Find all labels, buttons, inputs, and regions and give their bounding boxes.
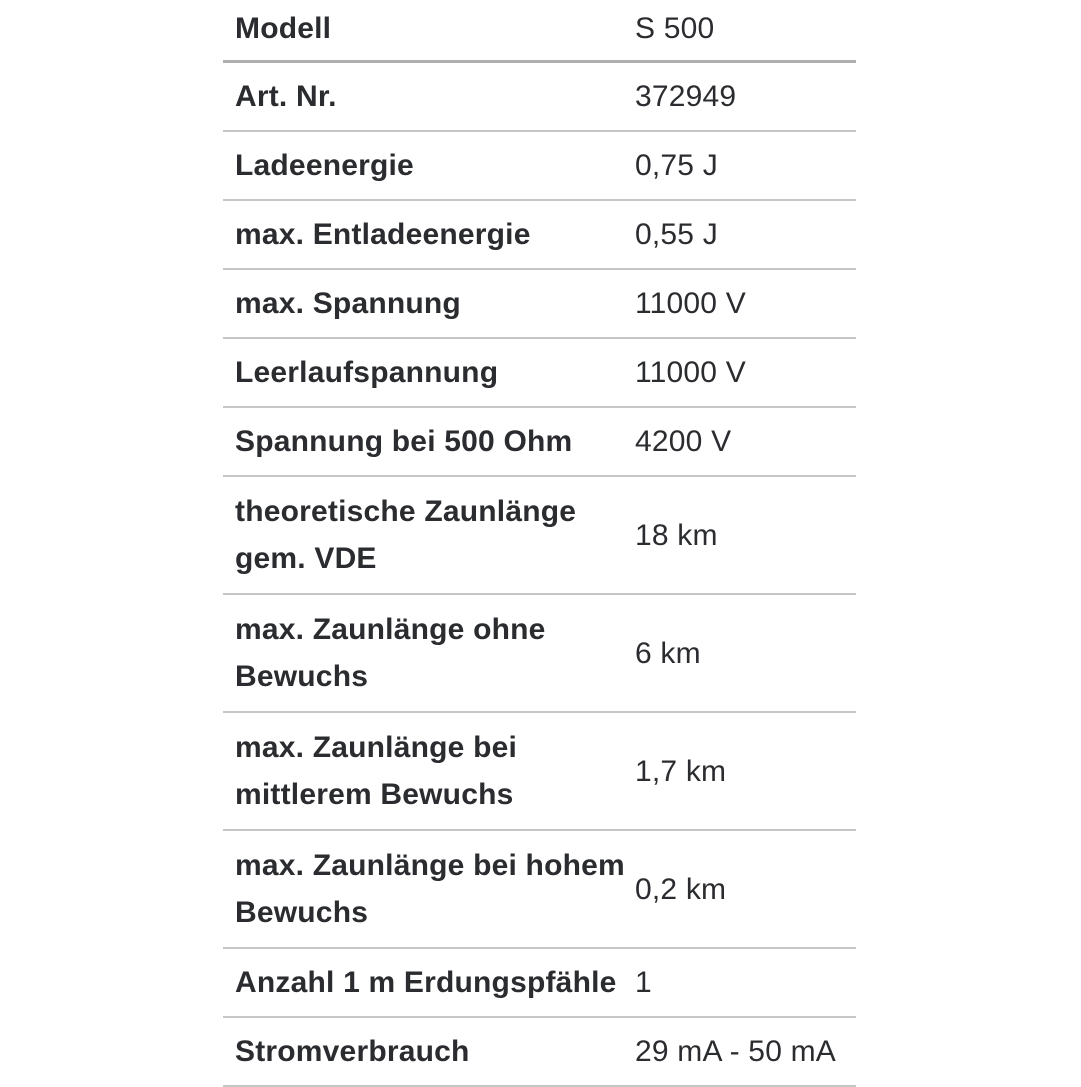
spec-label: Stromverbrauch [235, 1035, 470, 1068]
spec-label: max. Zaunlänge bei hohem Bewuchs [235, 849, 625, 929]
spec-value: 29 mA - 50 mA [635, 1035, 837, 1068]
spec-label: Modell [235, 12, 332, 45]
spec-table [223, 0, 856, 1087]
spec-value: 4200 V [635, 425, 732, 458]
table-row [223, 270, 856, 339]
spec-value: 6 km [635, 636, 701, 670]
spec-label: Spannung bei 500 Ohm [235, 425, 573, 458]
table-row [223, 595, 856, 713]
spec-label: Ladeenergie [235, 149, 414, 182]
table-row [223, 0, 856, 63]
spec-value: 0,55 J [635, 218, 718, 251]
table-row [223, 477, 856, 595]
table-row [223, 201, 856, 270]
spec-value: 372949 [635, 80, 737, 113]
table-row [223, 408, 856, 477]
spec-value: 0,75 J [635, 149, 718, 182]
table-row [223, 132, 856, 201]
table-row [223, 831, 856, 949]
spec-label: Leerlaufspannung [235, 356, 499, 389]
spec-value: 1 [635, 966, 652, 999]
table-row [223, 949, 856, 1018]
spec-label: max. Zaunlänge ohne Bewuchs [235, 613, 546, 693]
spec-value: 1,7 km [635, 754, 727, 788]
spec-value: S 500 [635, 12, 715, 45]
spec-label: max. Entladeenergie [235, 218, 531, 251]
table-row [223, 63, 856, 132]
spec-label: Art. Nr. [235, 80, 337, 113]
spec-value: 11000 V [635, 287, 746, 320]
spec-label: max. Zaunlänge bei mittlerem Bewuchs [235, 731, 518, 811]
spec-label: max. Spannung [235, 287, 461, 320]
spec-value: 11000 V [635, 356, 746, 389]
spec-value: 18 km [635, 518, 718, 552]
spec-label: theoretische Zaunlänge gem. VDE [235, 495, 577, 575]
spec-label: Anzahl 1 m Erdungspfähle [235, 966, 617, 999]
table-row [223, 713, 856, 831]
table-row [223, 339, 856, 408]
spec-value: 0,2 km [635, 872, 727, 906]
table-row [223, 1018, 856, 1087]
